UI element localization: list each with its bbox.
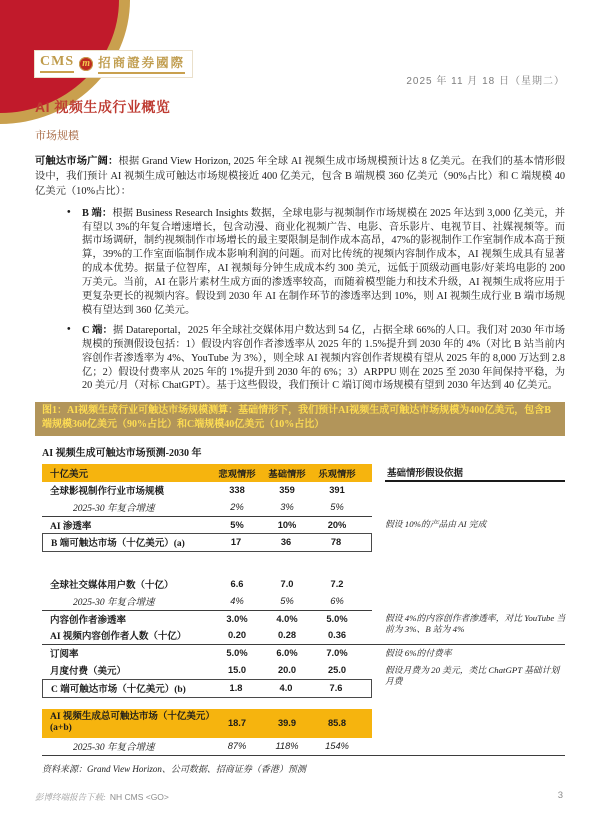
row-label: 2025-30 年复合增速	[73, 504, 155, 515]
table-row	[42, 576, 565, 593]
row-value: 359	[279, 485, 295, 496]
column-bull: 乐观情形	[318, 468, 356, 479]
row-value: 6%	[330, 596, 344, 607]
logo-company-name: 招商證券國際	[98, 53, 185, 74]
row-main	[42, 645, 372, 662]
row-main	[42, 679, 372, 698]
row-note: 假设 6%的付费率	[385, 647, 452, 658]
row-label: AI 视频生成总可触达市场（十亿美元）(a+b)	[50, 711, 211, 734]
row-value: 4.0%	[276, 613, 298, 624]
table-row	[42, 644, 565, 662]
row-label: 月度付费（美元）	[50, 667, 127, 678]
table-row	[42, 499, 565, 516]
row-value: 18.7	[227, 718, 247, 729]
row-main	[42, 738, 372, 755]
lead-text: 根据 Grand View Horizon, 2025 年全球 AI 视频生成市场规模预计达 8 亿美元。在我们的基本情形假设中，我们预计 AI 视频生成可触达市场规模接近 400 亿美元，包含 B 端规模 360 亿美元（90%占比）和 C 端规模 40 亿美元（10%占比）：	[35, 156, 565, 198]
row-main	[42, 662, 372, 679]
row-value: 3%	[280, 502, 294, 513]
row-main	[42, 709, 372, 738]
bullet-c-label: C 端：	[82, 324, 113, 336]
row-label: 2025-30 年复合增速	[73, 743, 155, 754]
row-value: 78	[330, 537, 342, 548]
row-value: 1.8	[229, 683, 243, 694]
row-value: 5%	[280, 596, 294, 607]
row-value: 5.0%	[226, 648, 248, 659]
row-main	[42, 533, 372, 552]
row-value: 25.0	[327, 665, 347, 676]
footer-terminal-info	[35, 791, 169, 803]
row-value: 6.6	[230, 579, 244, 590]
row-value: 7.2	[330, 579, 344, 590]
market-forecast-table	[42, 464, 565, 756]
table-row	[42, 533, 565, 552]
row-label: 全球影视制作行业市场规模	[50, 487, 165, 498]
row-value: 2%	[230, 502, 244, 513]
row-value: 338	[229, 485, 245, 496]
lead-bold: 可触达市场广阔：	[35, 156, 119, 167]
row-label: 订阅率	[50, 650, 79, 661]
row-main	[42, 516, 372, 533]
row-value: 7.6	[329, 683, 343, 694]
row-label: 2025-30 年复合增速	[73, 598, 155, 609]
table-row	[42, 552, 565, 576]
source-note: 资料来源：Grand View Horizon、公司数据、招商证券（香港）预测	[42, 763, 306, 774]
table-row	[42, 516, 565, 533]
table-row	[42, 709, 565, 738]
row-note: 假设 4%的内容创作者渗透率，对比 YouTube 当前为 3%、B 站为 4%	[385, 612, 566, 635]
row-value: 10%	[277, 519, 297, 530]
bullet-c-side	[66, 324, 565, 394]
cms-logo	[34, 50, 193, 78]
row-value: 36	[280, 537, 292, 548]
row-value: 4%	[230, 596, 244, 607]
footer-download-label: 彭博终端报告下载:	[35, 792, 106, 802]
logo-monogram-icon: m	[79, 57, 93, 71]
row-main	[42, 627, 372, 644]
logo-abbr: CMS	[40, 54, 74, 73]
row-value: 7.0	[280, 579, 294, 590]
table-row	[42, 738, 565, 756]
row-value: 0.36	[327, 630, 347, 641]
bullet-b-label: B 端：	[82, 207, 113, 219]
lead-paragraph	[35, 154, 565, 200]
bullet-b-side	[66, 207, 565, 318]
row-value: 7.0%	[326, 648, 348, 659]
row-value: 3.0%	[226, 613, 248, 624]
page-title: AI 视频生成行业概览	[35, 99, 171, 115]
row-note: 假设月费为 20 美元，类比 ChatGPT 基础计划月费	[385, 664, 560, 687]
row-value: 15.0	[227, 665, 247, 676]
column-bear: 悲观情形	[218, 468, 256, 479]
row-value: 391	[329, 485, 345, 496]
row-value: 39.9	[277, 718, 297, 729]
column-unit: 十亿美元	[50, 469, 89, 480]
table-row	[42, 593, 565, 610]
row-main	[42, 499, 372, 516]
row-value: 85.8	[327, 718, 347, 729]
row-label: B 端可触达市场（十亿美元）(a)	[51, 539, 185, 550]
report-content	[35, 97, 565, 775]
row-main	[42, 482, 372, 499]
table-header	[42, 464, 565, 482]
row-value: 154%	[325, 741, 349, 752]
table-header-main	[42, 464, 372, 482]
table-row	[42, 482, 565, 499]
row-value: 17	[230, 537, 242, 548]
row-value: 118%	[275, 741, 299, 752]
row-main	[42, 610, 372, 627]
row-label: C 端可触达市场（十亿美元）(b)	[51, 685, 186, 696]
row-label: 内容创作者渗透率	[50, 615, 127, 626]
row-note: 假设 10%的产品由 AI 完成	[385, 518, 487, 529]
row-label: 全球社交媒体用户数（十亿）	[50, 581, 174, 592]
bullet-b-text: 根据 Business Research Insights 数据，全球电影与视频制作市场规模在 2025 年达到 3,000 亿美元，并有望以 3%的年复合增速增长，包含动漫、商业化视频广告、电影、音乐影片、电视节目、社媒视频等。而据市场调研，制约视频制作市场增长的最主要限制是制作成本高昂，47%的影视制作工作室制作成本高于预算，39%的工作室面临制作成本影响利润的问题。而对比传统的视频内容制作成本，AI 视频生成具有显著的成本优势。据量子位智库，AI 视频每分钟生成成本约 300 美元，远低于顶级动画电影/好莱坞电影的 200 万美元。当前，AI 在影片素材生成方面的渗透率较高，而随着模型能力和技术升级，AI 视频生成将应用于更复杂更长的视频内容。假设到 2030 年 AI 在制作环节的渗透率达到 10%，则 AI 视频生成行业 B 端市场规模有望达到 360 亿美元。	[82, 207, 565, 316]
row-value: 0.20	[227, 630, 247, 641]
row-value: 5.0%	[326, 613, 348, 624]
row-value: 5%	[330, 502, 344, 513]
row-value: 0.28	[277, 630, 297, 641]
bullet-c-text: 据 Datareportal，2025 年全球社交媒体用户数达到 54 亿，占据全球 66%的人口。我们对 2030 年市场规模的预测假设包括：1）假设内容创作者渗透率从 2025 年的 1.5%提升到 2030 年的 4%（对比 B 站当前内容创作者渗透率为 4%、YouTube 为 3%），则全球 AI 视频内容创作者规模有望从 2025 年的 8,000 万达到 2.8 亿；2）假设付费率从 2025 年的 1%提升到 2030 年的 6%；3）ARPPU 则在 2025 至 2030 年间保持平稳，为 20 美元/月（对标 ChatGPT）。基于这些假设，我们预计 C 端订阅市场规模有望到 2030 年达到 40 亿美元。	[82, 324, 565, 392]
market-table-body	[42, 482, 565, 756]
report-date: 2025 年 11 月 18 日（星期二）	[406, 76, 565, 87]
footer-terminal-code: NH CMS <GO>	[109, 792, 169, 802]
page-number: 3	[557, 790, 563, 801]
column-base: 基础情形	[268, 468, 306, 479]
figure-caption: 图1：AI视频生成行业可触达市场规模测算：基础情形下，我们预计AI视频生成可触达市场规模为400亿美元，包含B端规模360亿美元（90%占比）和C端规模40亿美元（10%占比）	[35, 402, 565, 435]
row-value: 5%	[230, 519, 244, 530]
section-heading: 市场规模	[35, 130, 79, 142]
table-row	[42, 627, 565, 644]
row-label: AI 渗透率	[50, 521, 92, 532]
row-main	[42, 593, 372, 610]
row-main	[42, 576, 372, 593]
bullet-list	[35, 207, 565, 394]
row-value: 6.0%	[276, 648, 298, 659]
row-value: 20.0	[277, 665, 297, 676]
table-title: AI 视频生成可触达市场预测-2030 年	[42, 447, 202, 459]
table-row	[42, 610, 566, 635]
table-row	[42, 679, 565, 698]
row-value: 20%	[327, 519, 347, 530]
bullet-icon: •	[67, 206, 71, 218]
table-row	[42, 698, 565, 709]
table-row	[42, 662, 565, 687]
column-assumptions: 基础情形假设依据	[385, 464, 565, 482]
bullet-icon: •	[67, 323, 71, 335]
row-label: AI 视频内容创作者人数（十亿）	[50, 632, 187, 643]
row-value: 4.0	[279, 683, 293, 694]
row-value: 87%	[227, 741, 247, 752]
